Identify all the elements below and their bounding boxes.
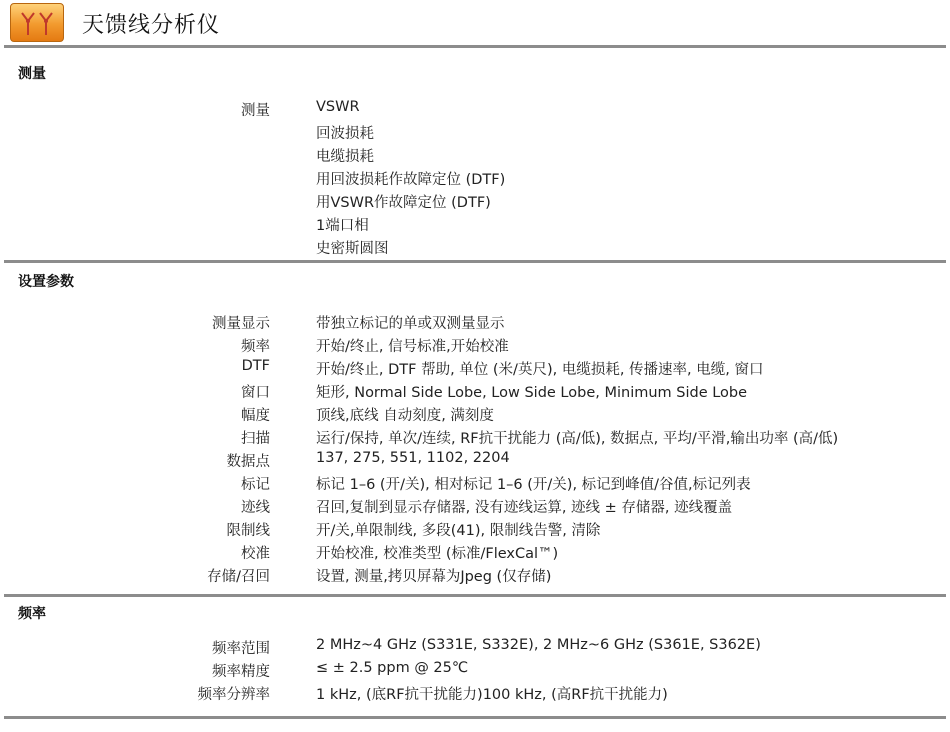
spec-row (0, 99, 950, 122)
spec-value: 开始/终止, 信号标准,开始校准 (316, 339, 509, 355)
spec-label: 频率 (241, 339, 270, 355)
spec-label: 校准 (241, 546, 270, 562)
spec-row (0, 312, 950, 335)
spec-value: 1 kHz, (底RF抗干扰能力)100 kHz, (高RF抗干扰能力) (316, 687, 668, 703)
spec-value: 标记 1–6 (开/关), 相对标记 1–6 (开/关), 标记到峰值/谷值,标记列表 (316, 477, 751, 493)
spec-label: 频率精度 (212, 664, 270, 680)
spec-row (0, 122, 950, 145)
spec-label: 存储/召回 (207, 569, 270, 585)
spec-row (0, 427, 950, 450)
spec-label: 频率范围 (212, 641, 270, 657)
spec-row (0, 683, 950, 706)
spec-row (0, 335, 950, 358)
divider (4, 594, 946, 597)
spec-value: 运行/保持, 单次/连续, RF抗干扰能力 (高/低), 数据点, 平均/平滑,输出功率 (高/低) (316, 431, 839, 447)
spec-row (0, 358, 950, 381)
spec-label: 窗口 (241, 385, 270, 401)
spec-row (0, 450, 950, 473)
spec-row (0, 237, 950, 260)
divider (4, 260, 946, 263)
spec-value: 2 MHz~4 GHz (S331E, S332E), 2 MHz~6 GHz (S361E, S362E) (316, 637, 761, 653)
divider (4, 45, 946, 48)
spec-label: 幅度 (241, 408, 270, 424)
spec-label: 扫描 (241, 431, 270, 447)
spec-row (0, 660, 950, 683)
spec-value: 召回,复制到显示存储器, 没有迹线运算, 迹线 ± 存储器, 迹线覆盖 (316, 500, 733, 516)
spec-label: 数据点 (226, 454, 270, 470)
spec-value: ≤ ± 2.5 ppm @ 25℃ (316, 660, 469, 676)
spec-value: 用VSWR作故障定位 (DTF) (316, 195, 491, 211)
spec-row (0, 637, 950, 660)
spec-row (0, 214, 950, 237)
spec-row (0, 404, 950, 427)
spec-row (0, 519, 950, 542)
spec-value: 顶线,底线 自动刻度, 满刻度 (316, 408, 494, 424)
spec-row (0, 542, 950, 565)
spec-row (0, 381, 950, 404)
spec-label: 测量 (241, 103, 270, 119)
spec-label: 迹线 (241, 500, 270, 516)
spec-label: 测量显示 (212, 316, 270, 332)
spec-value: 矩形, Normal Side Lobe, Low Side Lobe, Minimum Side Lobe (316, 385, 748, 401)
spec-row (0, 565, 950, 588)
spec-value: 电缆损耗 (316, 149, 374, 165)
spec-label: 限制线 (226, 523, 270, 539)
spec-value: 设置, 测量,拷贝屏幕为Jpeg (仅存储) (316, 569, 552, 585)
spec-value: 137, 275, 551, 1102, 2204 (316, 450, 510, 466)
spec-row (0, 473, 950, 496)
spec-row (0, 496, 950, 519)
spec-value: 开始/终止, DTF 帮助, 单位 (米/英尺), 电缆损耗, 传播速率, 电缆, 窗口 (316, 362, 764, 378)
spec-value: 用回波损耗作故障定位 (DTF) (316, 172, 506, 188)
spec-value: VSWR (316, 99, 360, 115)
spec-value: 开始校准, 校准类型 (标准/FlexCal™) (316, 546, 559, 562)
spec-label: 标记 (241, 477, 270, 493)
header (0, 0, 950, 46)
antenna-icon (10, 3, 64, 42)
spec-value: 回波损耗 (316, 126, 374, 142)
spec-value: 带独立标记的单或双测量显示 (316, 316, 505, 332)
spec-label: 频率分辨率 (197, 687, 270, 703)
section-title-settings: 设置参数 (18, 274, 74, 290)
spec-row (0, 168, 950, 191)
section-title-measurement: 测量 (18, 66, 46, 82)
spec-label: DTF (241, 358, 270, 374)
divider (4, 716, 946, 719)
spec-row (0, 191, 950, 214)
spec-value: 史密斯圆图 (316, 241, 389, 257)
page-title: 天馈线分析仪 (82, 13, 221, 38)
spec-value: 开/关,单限制线, 多段(41), 限制线告警, 清除 (316, 523, 601, 539)
spec-row (0, 145, 950, 168)
section-title-frequency: 频率 (18, 606, 46, 622)
spec-value: 1端口相 (316, 218, 369, 234)
